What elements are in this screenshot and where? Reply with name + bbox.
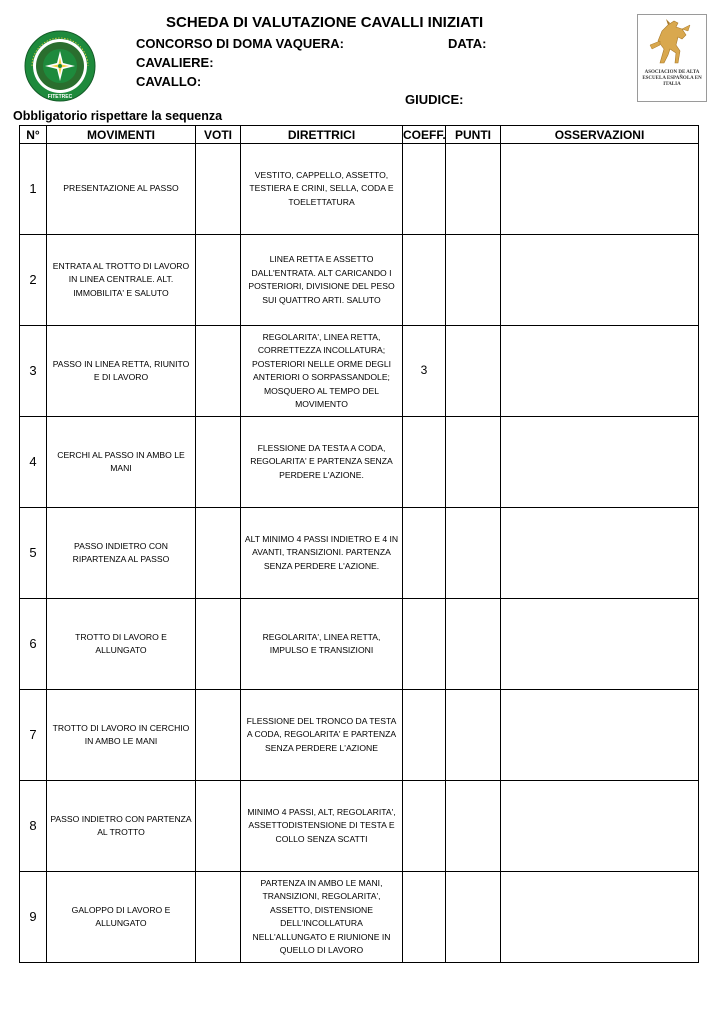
row-number: 4 [20,417,47,508]
table-row [20,781,699,872]
movimento-cell: TROTTO DI LAVORO IN CERCHIO IN AMBO LE MANI [47,690,196,781]
row-number: 8 [20,781,47,872]
osservazioni-field[interactable] [501,872,699,963]
voti-field[interactable] [196,690,241,781]
voti-field[interactable] [196,417,241,508]
association-logo [637,14,707,102]
coeff-cell [403,508,446,599]
direttrici-cell: PARTENZA IN AMBO LE MANI, TRANSIZIONI, REGOLARITA', ASSETTO, DISTENSIONE DELL'INCOLLATURA NELL'ALLUNGATO E RIUNIONE IN QUELLO DI LAVORO [241,872,403,963]
movimento-cell: TROTTO DI LAVORO E ALLUNGATO [47,599,196,690]
osservazioni-field[interactable] [501,144,699,235]
punti-field[interactable] [446,599,501,690]
direttrici-cell: VESTITO, CAPPELLO, ASSETTO, TESTIERA E CRINI, SELLA, CODA E TOELETTATURA [241,144,403,235]
coeff-cell: 3 [403,326,446,417]
osservazioni-field[interactable] [501,690,699,781]
row-number: 9 [20,872,47,963]
column-header-osservazioni: OSSERVAZIONI [501,126,699,144]
osservazioni-field[interactable] [501,508,699,599]
movimento-cell: PRESENTAZIONE AL PASSO [47,144,196,235]
punti-field[interactable] [446,417,501,508]
voti-field[interactable] [196,326,241,417]
fitetrec-logo [24,30,96,102]
column-header-punti: PUNTI [446,126,501,144]
punti-field[interactable] [446,144,501,235]
table-row [20,144,699,235]
direttrici-cell: ALT MINIMO 4 PASSI INDIETRO E 4 IN AVANTI, TRANSIZIONI. PARTENZA SENZA PERDERE L'AZIONE. [241,508,403,599]
direttrici-cell: FLESSIONE DA TESTA A CODA, REGOLARITA' E PARTENZA SENZA PERDERE L'AZIONE. [241,417,403,508]
table-row [20,417,699,508]
table-row [20,599,699,690]
table-row [20,326,699,417]
voti-field[interactable] [196,508,241,599]
association-logo-text: ASOCIACION DE ALTA ESCUELA ESPAÑOLA EN ITALIA [642,70,702,87]
direttrici-cell: REGOLARITA', LINEA RETTA, CORRETTEZZA INCOLLATURA; POSTERIORI NELLE ORME DEGLI ANTERIORI O SORPASSANDOLE; MOSQUERO AL TEMPO DEL MOVIMENTO [241,326,403,417]
fitetrec-emblem-icon [24,30,96,102]
score-table [19,125,699,963]
punti-field[interactable] [446,690,501,781]
voti-field[interactable] [196,599,241,690]
direttrici-cell: REGOLARITA', LINEA RETTA, IMPULSO E TRANSIZIONI [241,599,403,690]
osservazioni-field[interactable] [501,417,699,508]
movimento-cell: ENTRATA AL TROTTO DI LAVORO IN LINEA CENTRALE. ALT. IMMOBILITA' E SALUTO [47,235,196,326]
coeff-cell [403,781,446,872]
osservazioni-field[interactable] [501,326,699,417]
direttrici-cell: FLESSIONE DEL TRONCO DA TESTA A CODA, REGOLARITA' E PARTENZA SENZA PERDERE L'AZIONE [241,690,403,781]
punti-field[interactable] [446,235,501,326]
data-label: DATA: [448,36,487,51]
osservazioni-field[interactable] [501,235,699,326]
row-number: 2 [20,235,47,326]
movimento-cell: PASSO INDIETRO CON PARTENZA AL TROTTO [47,781,196,872]
rearing-horse-icon [638,15,706,69]
voti-field[interactable] [196,235,241,326]
osservazioni-field[interactable] [501,599,699,690]
row-number: 5 [20,508,47,599]
movimento-cell: GALOPPO DI LAVORO E ALLUNGATO [47,872,196,963]
concorso-label: CONCORSO DI DOMA VAQUERA: [136,36,344,51]
table-row [20,872,699,963]
coeff-cell [403,872,446,963]
coeff-cell [403,599,446,690]
voti-field[interactable] [196,872,241,963]
movimento-cell: CERCHI AL PASSO IN AMBO LE MANI [47,417,196,508]
column-header-coeff: COEFF. [403,127,446,142]
table-row [20,690,699,781]
sequence-note: Obbligatorio rispettare la sequenza [13,109,223,123]
cavaliere-label: CAVALIERE: [136,55,214,70]
punti-field[interactable] [446,781,501,872]
table-header-row [20,126,699,144]
cavallo-label: CAVALLO: [136,74,202,89]
movimento-cell: PASSO INDIETRO CON RIPARTENZA AL PASSO [47,508,196,599]
coeff-cell [403,690,446,781]
voti-field[interactable] [196,144,241,235]
column-header-voti: VOTI [196,126,241,144]
punti-field[interactable] [446,326,501,417]
row-number: 3 [20,326,47,417]
row-number: 6 [20,599,47,690]
punti-field[interactable] [446,508,501,599]
osservazioni-field[interactable] [501,781,699,872]
column-header-movimenti: MOVIMENTI [47,126,196,144]
giudice-label: GIUDICE: [405,92,464,107]
table-row [20,508,699,599]
column-header-direttrici: DIRETTRICI [241,126,403,144]
direttrici-cell: LINEA RETTA E ASSETTO DALL'ENTRATA. ALT CARICANDO I POSTERIORI, DIVISIONE DEL PESO SUI QUATTRO ARTI. SALUTO [241,235,403,326]
fitetrec-logo-text: FITETREC [47,94,73,100]
movimento-cell: PASSO IN LINEA RETTA, RIUNITO E DI LAVORO [47,326,196,417]
row-number: 1 [20,144,47,235]
table-row [20,235,699,326]
punti-field[interactable] [446,872,501,963]
coeff-cell [403,235,446,326]
page-title: SCHEDA DI VALUTAZIONE CAVALLI INIZIATI [166,14,484,31]
direttrici-cell: MINIMO 4 PASSI, ALT, REGOLARITA', ASSETTODISTENSIONE DI TESTA E COLLO SENZA SCATTI [241,781,403,872]
coeff-cell [403,417,446,508]
column-header-number: N° [20,126,47,144]
coeff-cell [403,144,446,235]
voti-field[interactable] [196,781,241,872]
row-number: 7 [20,690,47,781]
